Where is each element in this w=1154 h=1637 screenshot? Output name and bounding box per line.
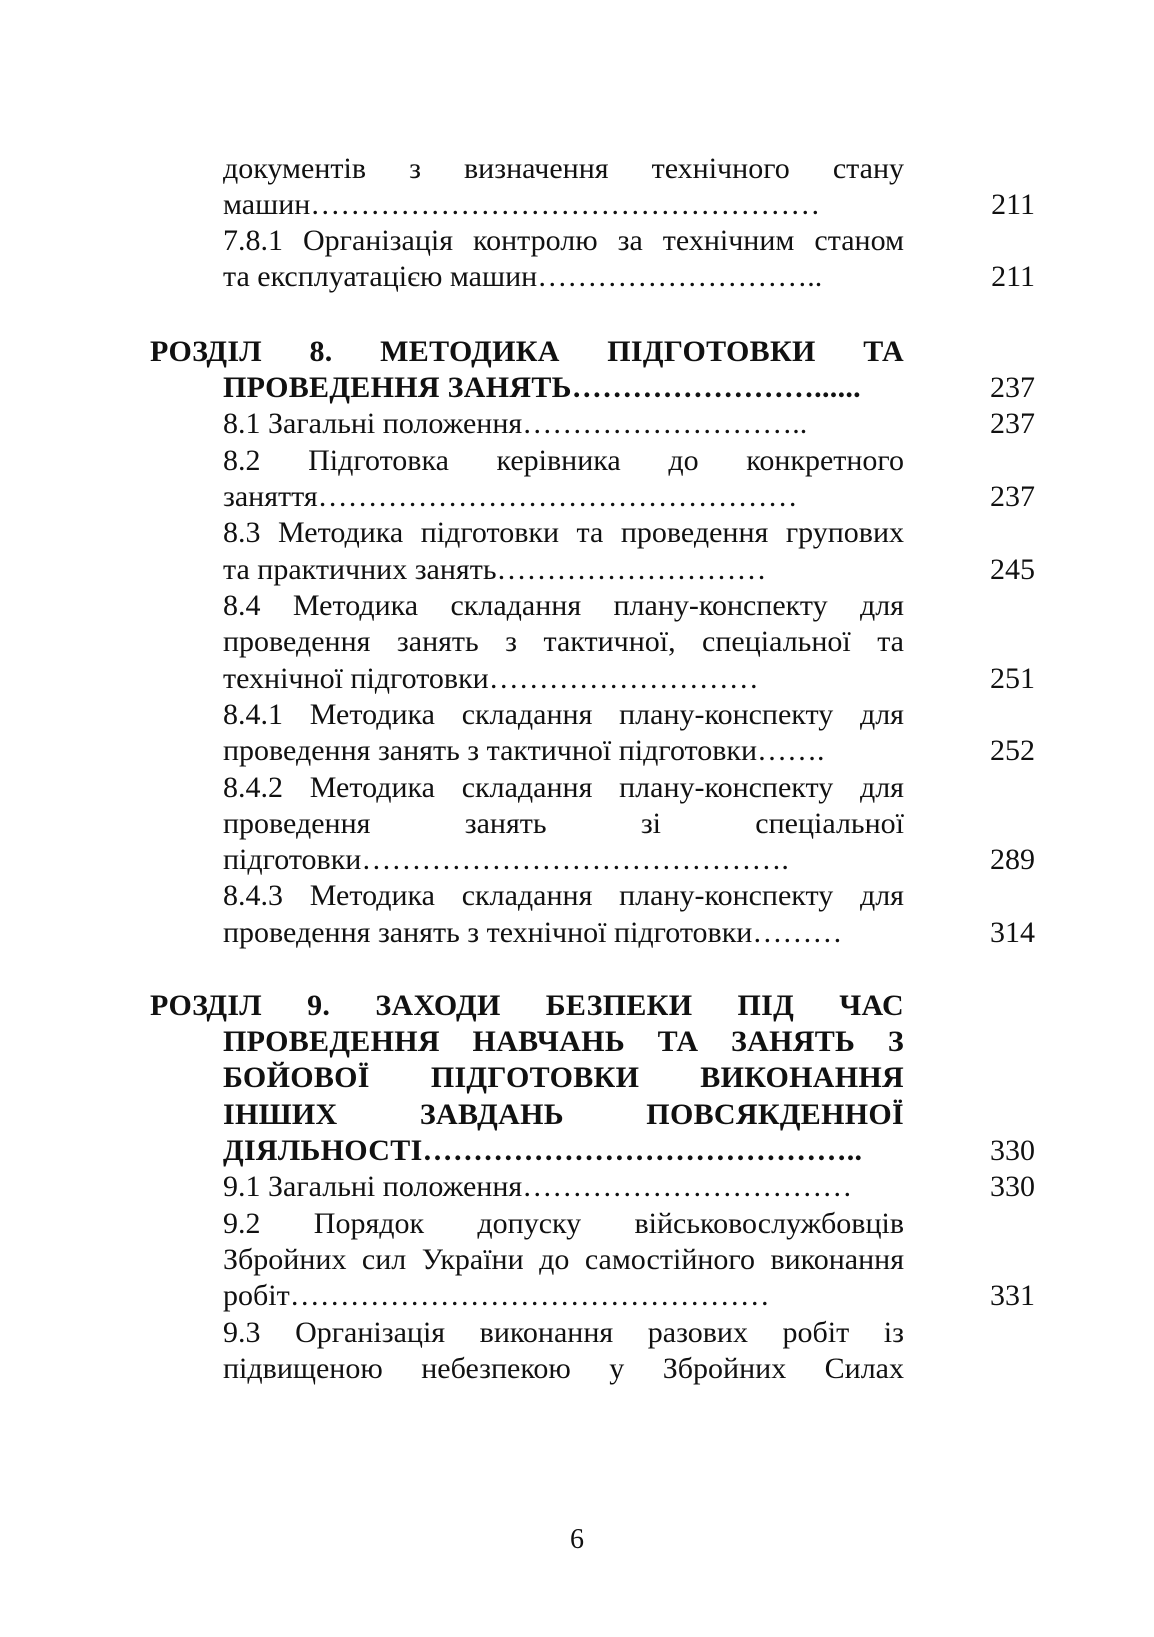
toc-page-number: 331 xyxy=(990,1279,1035,1312)
toc-entry-line: 8.3 Методика підготовки та проведення групових xyxy=(223,516,904,549)
toc-entry-line: та практичних занять……………………… xyxy=(223,553,767,586)
toc-entry-line: заняття………………………………………… xyxy=(223,480,798,513)
toc-entry-line: проведення занять з технічної підготовки……… xyxy=(223,916,843,949)
toc-page-number: 211 xyxy=(991,188,1035,221)
toc-entry-line: проведення занять з тактичної підготовки……. xyxy=(223,734,825,767)
toc-page-number: 237 xyxy=(990,371,1035,404)
chapter-heading-line: БОЙОВОЇ ПІДГОТОВКИ ВИКОНАННЯ xyxy=(223,1061,904,1094)
toc-page-number: 289 xyxy=(990,843,1035,876)
toc-page-number: 330 xyxy=(990,1134,1035,1167)
toc-entry-line: 8.4.2 Методика складання плану-конспекту для xyxy=(223,771,904,804)
chapter-heading-line: ІНШИХ ЗАВДАНЬ ПОВСЯКДЕННОЇ xyxy=(223,1098,904,1131)
toc-page-number: 330 xyxy=(990,1170,1035,1203)
toc-entry-line: робіт………………………………………… xyxy=(223,1279,770,1312)
toc-entry-line: 8.4.1 Методика складання плану-конспекту для xyxy=(223,698,904,731)
toc-entry-line: 7.8.1 Організація контролю за технічним станом xyxy=(223,224,904,257)
toc-entry-line: 8.1 Загальні положення……………………….. xyxy=(223,407,808,440)
chapter-heading-line: РОЗДІЛ 8. МЕТОДИКА ПІДГОТОВКИ ТА xyxy=(150,335,904,368)
toc-entry-line: технічної підготовки……………………… xyxy=(223,662,759,695)
toc-page-number: 251 xyxy=(990,662,1035,695)
chapter-heading-line: ПРОВЕДЕННЯ НАВЧАНЬ ТА ЗАНЯТЬ З xyxy=(223,1025,904,1058)
toc-page-number: 237 xyxy=(990,480,1035,513)
toc-entry-line: 8.2 Підготовка керівника до конкретного xyxy=(223,444,904,477)
toc-page-number: 211 xyxy=(991,260,1035,293)
toc-entry-line: машин…………………………………………… xyxy=(223,188,821,221)
toc-entry-line: Збройних сил України до самостійного виконання xyxy=(223,1243,904,1276)
toc-entry-line: 9.3 Організація виконання разових робіт із xyxy=(223,1316,904,1349)
toc-page-number: 252 xyxy=(990,734,1035,767)
chapter-heading-line: ПРОВЕДЕННЯ ЗАНЯТЬ……………………...... xyxy=(223,371,861,404)
toc-page-number: 245 xyxy=(990,553,1035,586)
toc-entry-line: 9.2 Порядок допуску військовослужбовців xyxy=(223,1207,904,1240)
toc-page-number: 237 xyxy=(990,407,1035,440)
toc-entry-line: підвищеною небезпекою у Збройних Силах xyxy=(223,1352,904,1385)
toc-entry-line: 9.1 Загальні положення…………………………… xyxy=(223,1170,853,1203)
toc-entry-line: проведення занять з тактичної, спеціальної та xyxy=(223,625,904,658)
chapter-heading-line: РОЗДІЛ 9. ЗАХОДИ БЕЗПЕКИ ПІД ЧАС xyxy=(150,989,904,1022)
chapter-heading-line: ДІЯЛЬНОСТІ…………………………………….. xyxy=(223,1134,863,1167)
toc-entry-line: 8.4 Методика складання плану-конспекту для xyxy=(223,589,904,622)
toc-entry-line: документів з визначення технічного стану xyxy=(223,152,904,185)
toc-entry-line: проведення занять зі спеціальної xyxy=(223,807,904,840)
toc-entry-line: підготовки……………………………………. xyxy=(223,843,789,876)
toc-entry-line: 8.4.3 Методика складання плану-конспекту для xyxy=(223,879,904,912)
toc-page-number: 314 xyxy=(990,916,1035,949)
page-number: 6 xyxy=(570,1524,584,1555)
toc-entry-line: та експлуатацією машин……………………….. xyxy=(223,260,823,293)
